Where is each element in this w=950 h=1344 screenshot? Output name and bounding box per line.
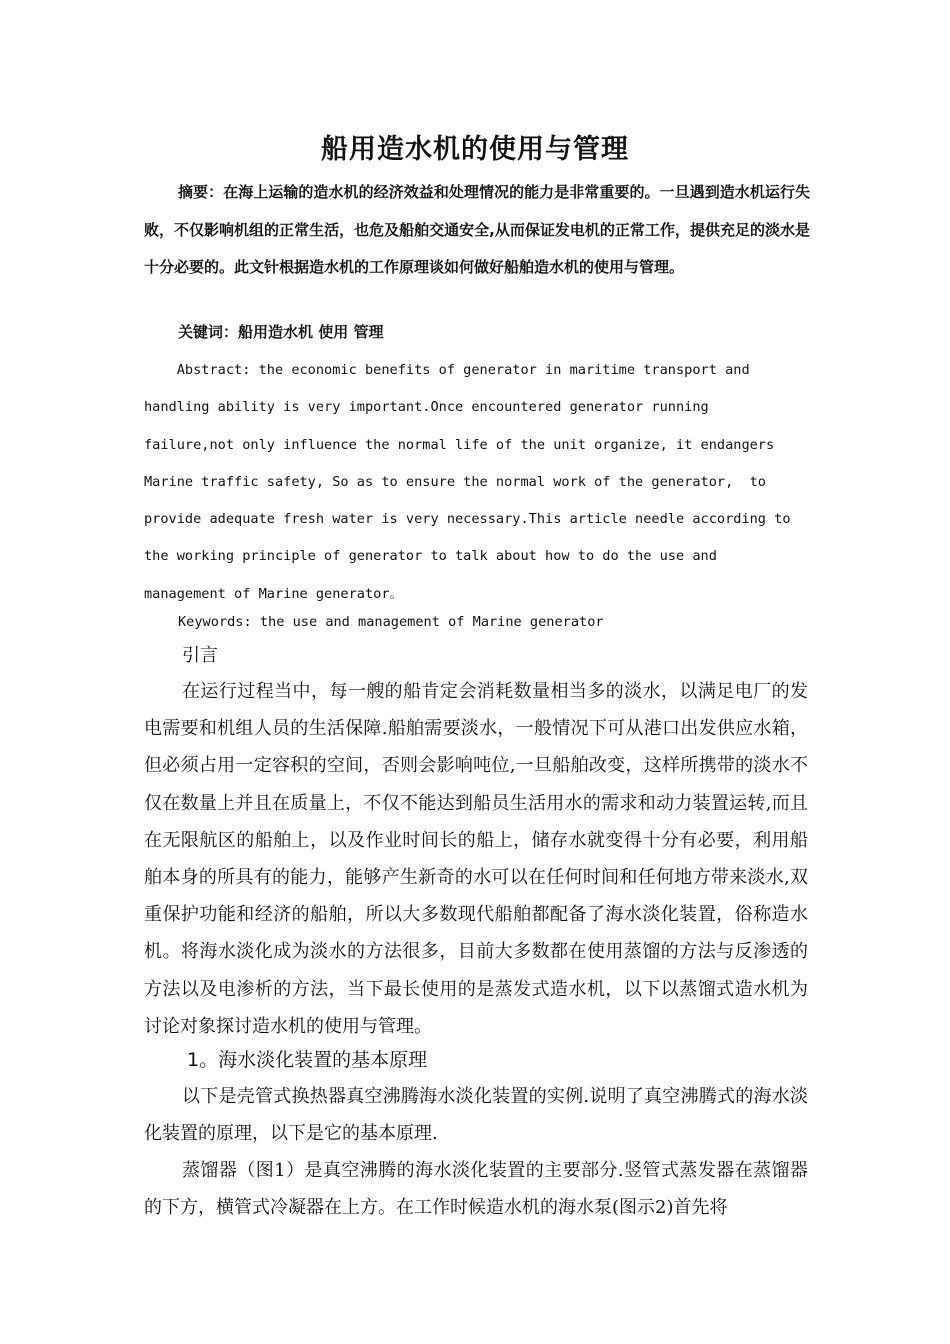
abstract-english-line: provide adequate fresh water is very necessary.This article needle according to [144, 511, 791, 528]
document-title: 船用造水机的使用与管理 [321, 134, 629, 165]
abstract-english-line: Abstract: the economic benefits of generator in maritime transport and [144, 362, 750, 378]
body-paragraph: 以下是壳管式换热器真空沸腾海水淡化装置的实例.说明了真空沸腾式的海水淡化装置的原理，以下是它的基本原理. [144, 1086, 808, 1145]
abstract-english-line: the working principle of generator to talk about how to do the use and [144, 548, 717, 565]
abstract-english [144, 352, 814, 613]
abstract-chinese: 摘要：在海上运输的造水机的经济效益和处理情况的能力是非常重要的。一旦遇到造水机运行失败，不仅影响机组的正常生活，也危及船舶交通安全,从而保证发电机的正常工作，提供充足的淡水是十分必要的。此文针根据造水机的工作原理谈如何做好船舶造水机的使用与管理。 [144, 183, 810, 276]
abstract-english-line: handling ability is very important.Once encountered generator running [144, 399, 709, 416]
keywords-english: Keywords: the use and management of Marine generator [178, 614, 604, 630]
section-heading: 1。海水淡化装置的基本原理 [187, 1049, 428, 1071]
body-paragraph: 蒸馏器（图1）是真空沸腾的海水淡化装置的主要部分.竖管式蒸发器在蒸馏器的下方，横管式冷凝器在上方。在工作时候造水机的海水泵(图示2)首先将 [144, 1160, 808, 1219]
intro-paragraph: 在运行过程当中，每一艘的船肯定会消耗数量相当多的淡水，以满足电厂的发电需要和机组人员的生活保障.船舶需要淡水，一般情况下可从港口出发供应水箱，但必须占用一定容积的空间，否则会影响吨位,一旦船舶改变，这样所携带的淡水不仅在数量上并且在质量上，不仅不能达到船员生活用水的需求和动力装置运转,而且在无限航区的船舶上，以及作业时间长的船上，储存水就变得十分有必要，利用船舶本身的所具有的能力，能够产生新奇的水可以在任何时间和任何地方带来淡水,双重保护功能和经济的船舶，所以大多数现代船舶都配备了海水淡化装置，俗称造水机。将海水淡化成为淡水的方法很多，目前大多数都在使用蒸馏的方法与反渗透的方法以及电渗析的方法，当下最长使用的是蒸发式造水机，以下以蒸馏式造水机为讨论对象探讨造水机的使用与管理。 [144, 681, 808, 1037]
abstract-english-line: management of Marine generator。 [144, 585, 404, 602]
intro-heading: 引言 [182, 645, 218, 666]
abstract-english-line: failure,not only influence the normal life of the unit organize, it endangers [144, 436, 775, 453]
keywords-chinese: 关键词：船用造水机 使用 管理 [178, 323, 384, 341]
abstract-english-line: Marine traffic safety, So as to ensure the normal work of the generator, to [144, 473, 766, 490]
